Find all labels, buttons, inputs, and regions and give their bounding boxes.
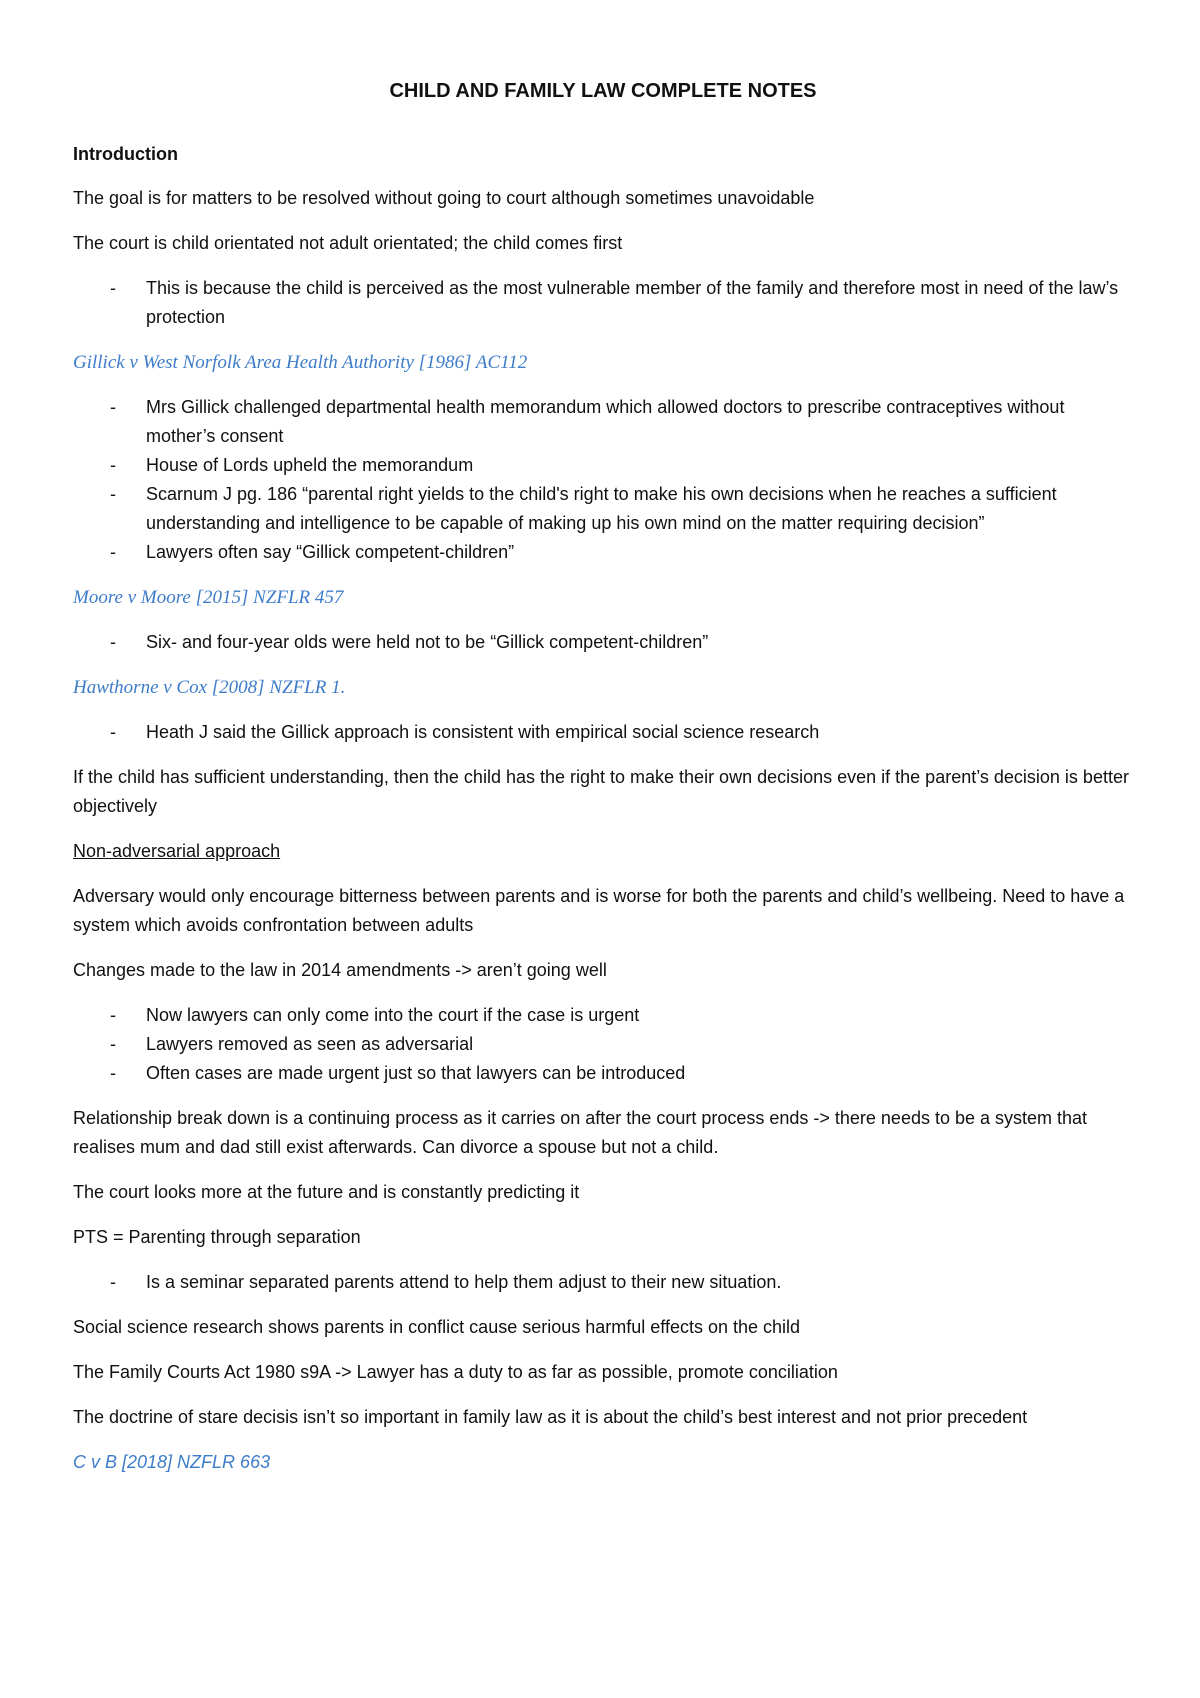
list-item xyxy=(73,1268,1133,1297)
list-item-text: Six- and four-year olds were held not to be “Gillick competent-children” xyxy=(146,632,709,652)
list-item xyxy=(73,718,1133,747)
list-item xyxy=(73,274,1133,332)
paragraph: Relationship break down is a continuing process as it carries on after the court process ends -> there needs to be a system that realises mum and dad still exist afterwards. Can divorce a spouse but not a child. xyxy=(73,1108,1088,1157)
bullet-list xyxy=(73,628,1133,657)
paragraph: Social science research shows parents in conflict cause serious harmful effects on the child xyxy=(73,1317,801,1337)
bullet-list xyxy=(73,1001,1133,1088)
dash-bullet: - xyxy=(110,1063,116,1083)
list-item-text: House of Lords upheld the memorandum xyxy=(146,455,474,475)
dash-bullet: - xyxy=(110,1034,116,1054)
dash-bullet: - xyxy=(110,484,116,504)
list-item xyxy=(73,480,1133,538)
paragraph: The Family Courts Act 1980 s9A -> Lawyer has a duty to as far as possible, promote conciliation xyxy=(73,1362,838,1382)
bullet-list xyxy=(73,274,1133,332)
paragraph: Changes made to the law in 2014 amendments -> aren’t going well xyxy=(73,960,607,980)
paragraph: The goal is for matters to be resolved without going to court although sometimes unavoidable xyxy=(73,188,815,208)
dash-bullet: - xyxy=(110,278,116,298)
list-item-text: Heath J said the Gillick approach is consistent with empirical social science research xyxy=(146,722,820,742)
list-item-text: This is because the child is perceived as the most vulnerable member of the family and therefore most in need of the law’s protection xyxy=(146,278,1119,327)
list-item-text: Scarnum J pg. 186 “parental right yields to the child's right to make his own decisions when he reaches a sufficient understanding and intelligence to be capable of making up his own mind on the matter requiring decision” xyxy=(146,484,1057,533)
dash-bullet: - xyxy=(110,632,116,652)
bullet-list xyxy=(73,1268,1133,1297)
dash-bullet: - xyxy=(110,542,116,562)
dash-bullet: - xyxy=(110,722,116,742)
paragraph: PTS = Parenting through separation xyxy=(73,1227,361,1247)
list-item xyxy=(73,393,1133,451)
case-citation: C v B [2018] NZFLR 663 xyxy=(73,1452,271,1472)
list-item xyxy=(73,1059,1133,1088)
case-citation: Gillick v West Norfolk Area Health Authority [1986] AC112 xyxy=(73,352,528,373)
section-heading-introduction: Introduction xyxy=(73,144,178,164)
list-item-text: Now lawyers can only come into the court if the case is urgent xyxy=(146,1005,640,1025)
dash-bullet: - xyxy=(110,397,116,417)
paragraph: The court is child orientated not adult orientated; the child comes first xyxy=(73,233,623,253)
paragraph: The court looks more at the future and is constantly predicting it xyxy=(73,1182,580,1202)
paragraph: If the child has sufficient understanding, then the child has the right to make their own decisions even if the parent’s decision is better objectively xyxy=(73,767,1129,816)
bullet-list xyxy=(73,718,1133,747)
dash-bullet: - xyxy=(110,1272,116,1292)
case-citation: Moore v Moore [2015] NZFLR 457 xyxy=(73,587,344,608)
subheading-non-adversarial: Non-adversarial approach xyxy=(73,841,281,861)
document-title: CHILD AND FAMILY LAW COMPLETE NOTES xyxy=(389,80,817,102)
dash-bullet: - xyxy=(110,1005,116,1025)
list-item xyxy=(73,538,1133,567)
paragraph: Adversary would only encourage bitterness between parents and is worse for both the parents and child’s wellbeing. Need to have a system which avoids confrontation between adults xyxy=(73,886,1125,935)
document-body xyxy=(73,70,1133,1493)
list-item-text: Mrs Gillick challenged departmental health memorandum which allowed doctors to prescribe contraceptives without mother’s consent xyxy=(146,397,1065,446)
list-item xyxy=(73,451,1133,480)
list-item xyxy=(73,628,1133,657)
list-item-text: Lawyers often say “Gillick competent-children” xyxy=(146,542,515,562)
list-item xyxy=(73,1030,1133,1059)
list-item-text: Lawyers removed as seen as adversarial xyxy=(146,1034,474,1054)
bullet-list xyxy=(73,393,1133,567)
dash-bullet: - xyxy=(110,455,116,475)
list-item xyxy=(73,1001,1133,1030)
paragraph: The doctrine of stare decisis isn’t so important in family law as it is about the child’s best interest and not prior precedent xyxy=(73,1407,1028,1427)
list-item-text: Often cases are made urgent just so that lawyers can be introduced xyxy=(146,1063,686,1083)
case-citation: Hawthorne v Cox [2008] NZFLR 1. xyxy=(73,677,346,698)
list-item-text: Is a seminar separated parents attend to help them adjust to their new situation. xyxy=(146,1272,782,1292)
